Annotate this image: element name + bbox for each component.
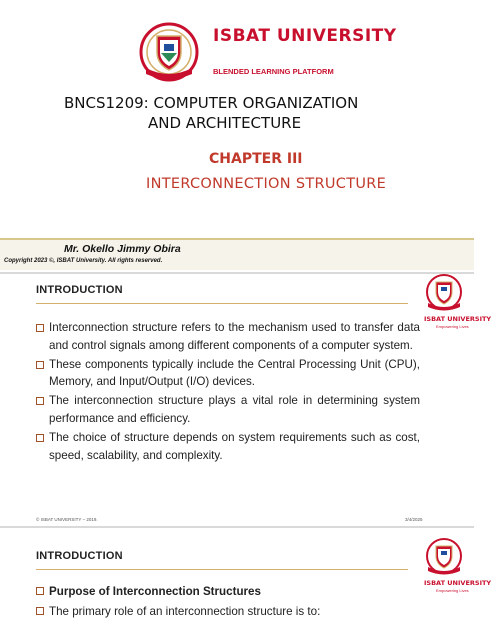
university-logo — [138, 22, 397, 84]
slide-title: INTRODUCTION — [36, 550, 123, 562]
copyright-text: Copyright 2023 ©, ISBAT University. All rights reserved. — [4, 258, 163, 264]
bullet-list — [36, 319, 420, 465]
slide-title: INTRODUCTION — [36, 284, 123, 296]
introduction-slide-2 — [0, 528, 491, 632]
list-item: Purpose of Interconnection Structures — [36, 582, 420, 602]
footer-date: 3/4/2025 — [405, 517, 423, 522]
chapter-label: CHAPTER III — [209, 151, 303, 167]
mini-tag: Empowering Lives — [436, 588, 469, 593]
university-name: ISBAT UNIVERSITY — [213, 26, 397, 46]
footer-copyright: © ISBAT UNIVERSITY – 2019. — [36, 517, 98, 522]
platform-name: BLENDED LEARNING PLATFORM — [213, 67, 334, 76]
list-item: Interconnection structure refers to the mechanism used to transfer data and control signals among different components of a computer system. — [36, 319, 420, 355]
bullet-list — [36, 582, 420, 622]
list-item: The primary role of an interconnection structure is to: — [36, 602, 420, 622]
course-title — [64, 93, 358, 133]
list-item: These components typically include the Central Processing Unit (CPU), Memory, and Input/Output (I/O) devices. — [36, 356, 420, 392]
title-underline — [36, 303, 408, 304]
chapter-subtitle: INTERCONNECTION STRUCTURE — [146, 176, 387, 192]
crest-icon — [138, 22, 200, 84]
title-underline — [36, 569, 408, 570]
list-item: The choice of structure depends on system requirements such as cost, speed, scalability, and complexity. — [36, 429, 420, 465]
crest-icon — [424, 538, 464, 578]
mini-brand: ISBAT UNIVERSITY — [424, 579, 491, 587]
mini-tag: Empowering Lives — [436, 324, 469, 329]
author-bar — [0, 238, 474, 270]
course-line-2: AND ARCHITECTURE — [148, 114, 302, 132]
crest-icon — [424, 274, 464, 314]
introduction-slide — [0, 274, 491, 526]
title-slide — [0, 0, 474, 272]
list-item: The interconnection structure plays a vital role in determining system performance and efficiency. — [36, 392, 420, 428]
course-line-1: BNCS1209: COMPUTER ORGANIZATION — [64, 94, 359, 112]
mini-brand: ISBAT UNIVERSITY — [424, 315, 491, 323]
author-name: Mr. Okello Jimmy Obira — [64, 243, 181, 255]
